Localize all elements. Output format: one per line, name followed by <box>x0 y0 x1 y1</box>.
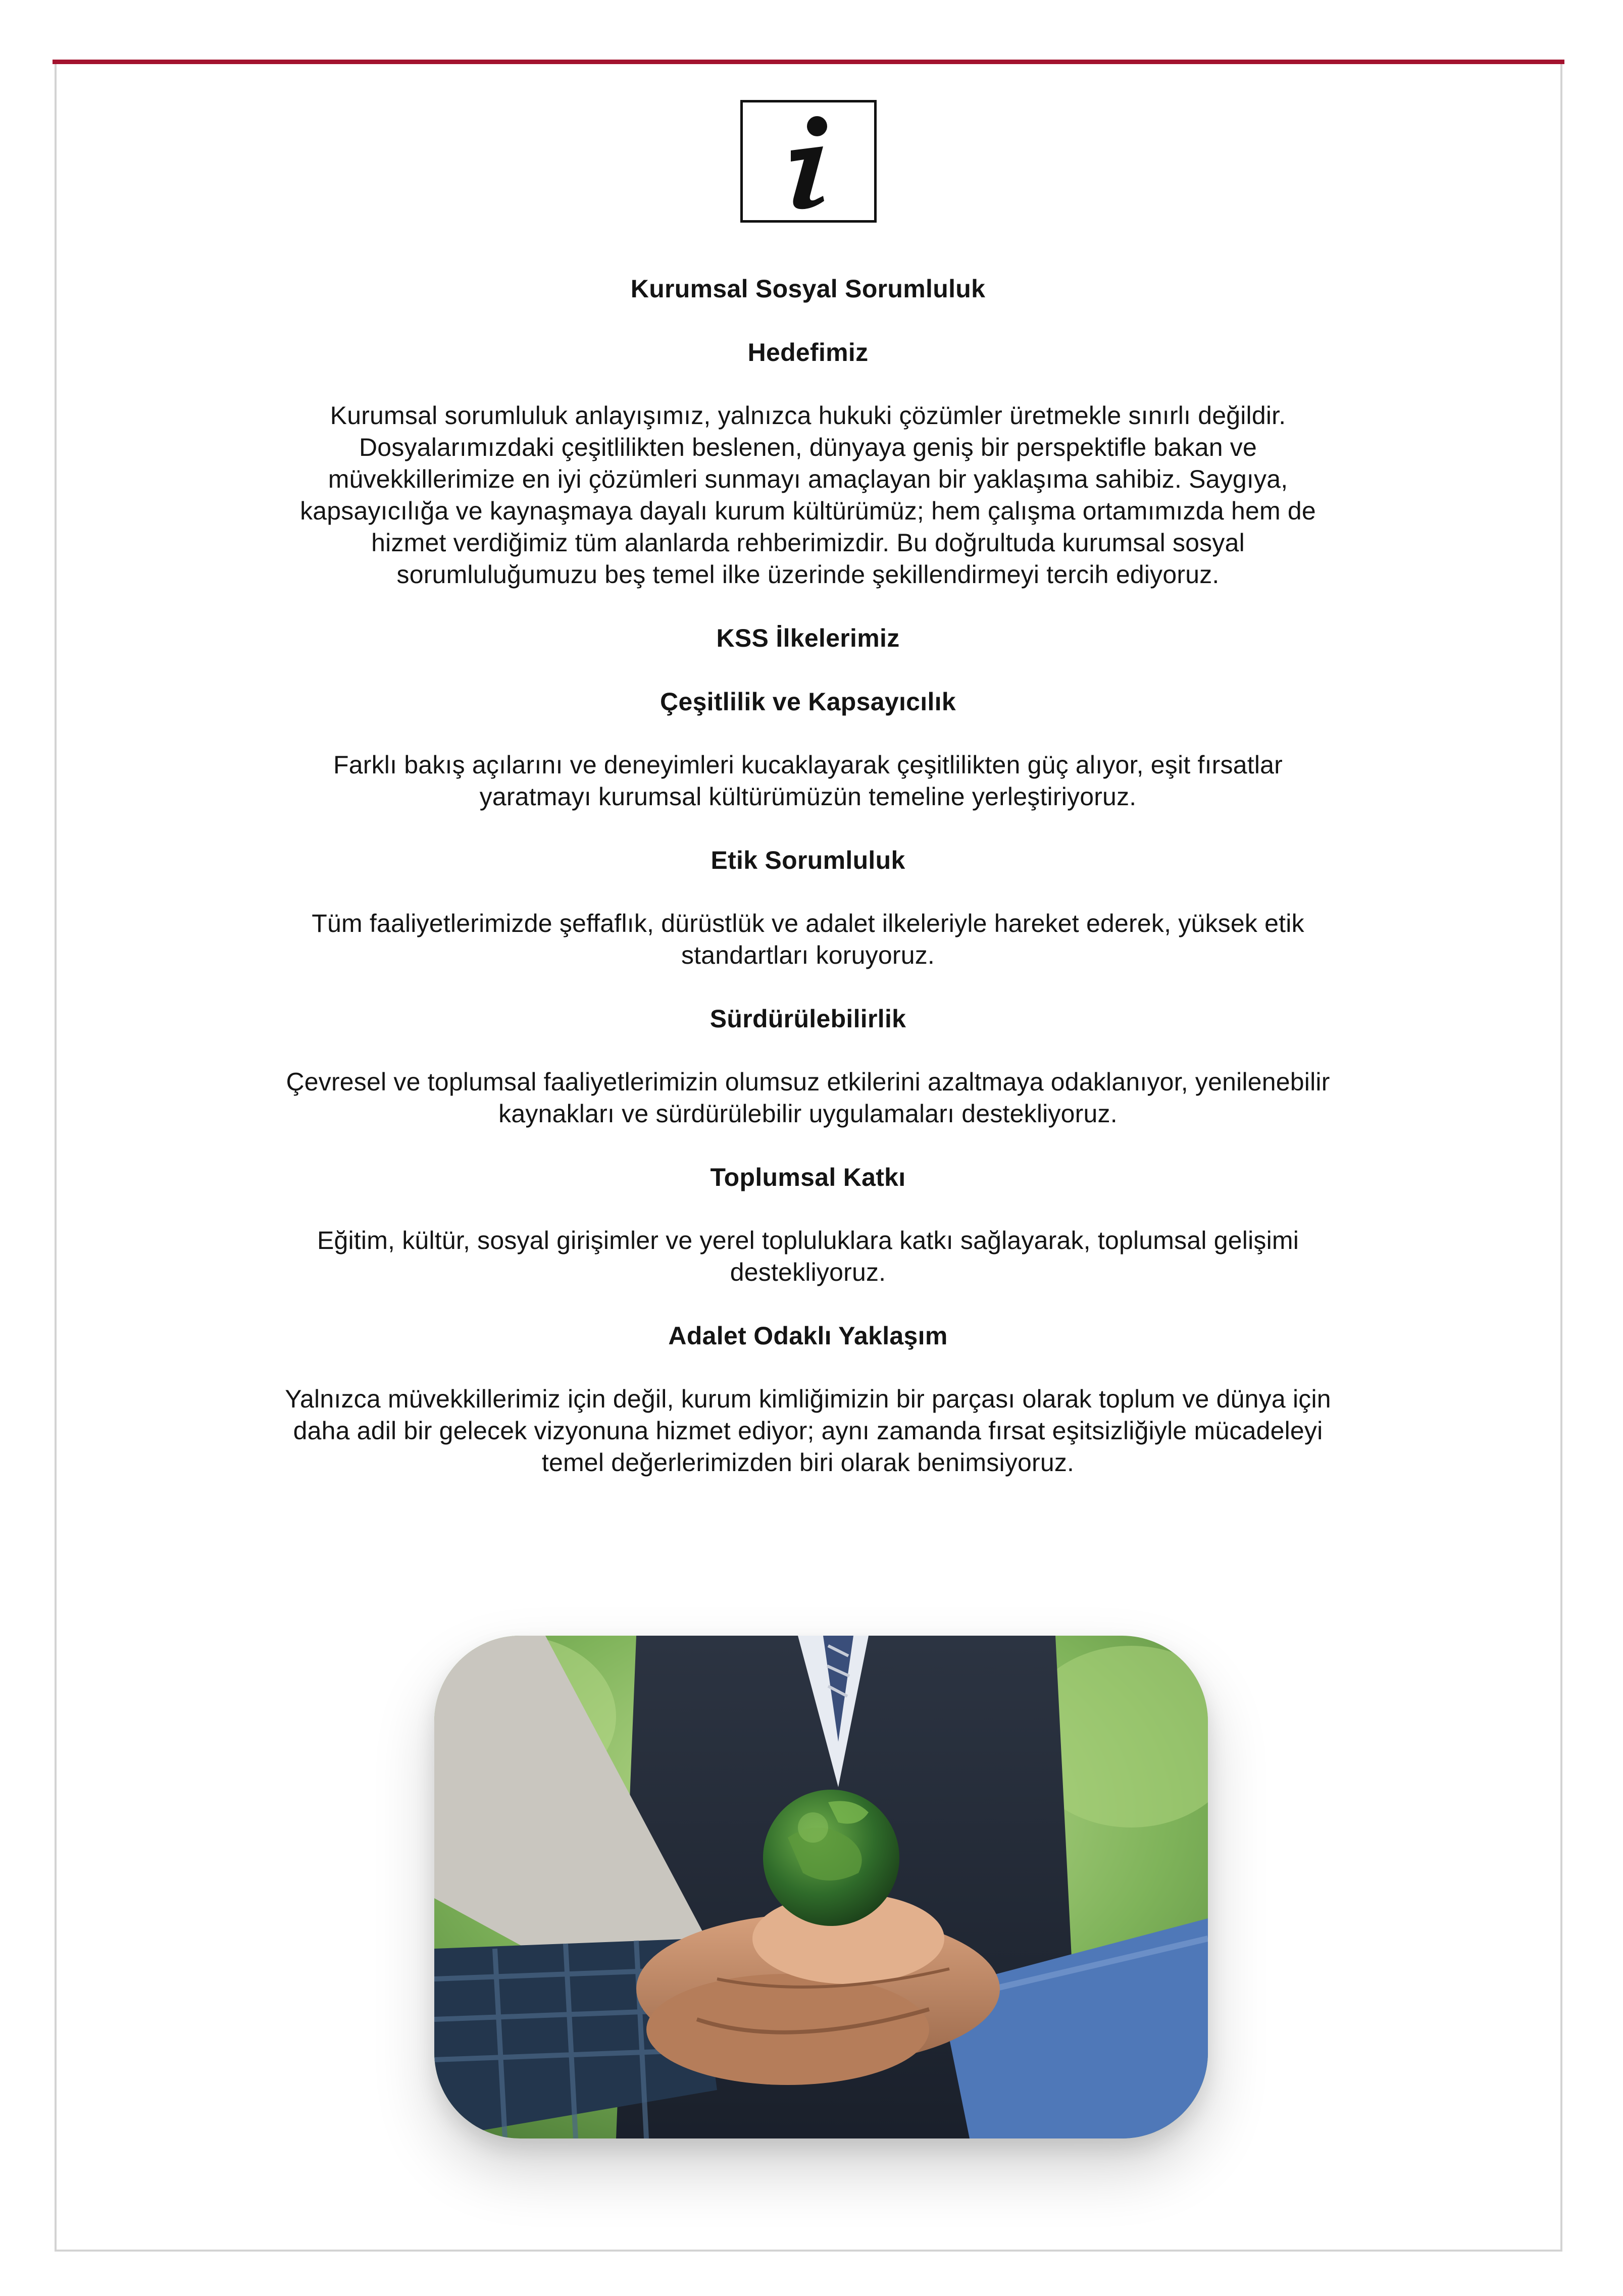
info-icon <box>740 100 877 223</box>
hands-holding-globe-photo <box>434 1636 1208 2138</box>
principle-title: Etik Sorumluluk <box>711 846 905 874</box>
top-accent-rule <box>53 60 1564 64</box>
principle-title: Toplumsal Katkı <box>710 1163 906 1191</box>
principle-title: Çeşitlilik ve Kapsayıcılık <box>660 688 956 716</box>
principle-text: Tüm faaliyetlerimizde şeffaflık, dürüstlük ve adalet ilkeleriyle hareket ederek, yüksek etik standartları koruyoruz. <box>312 909 1304 969</box>
principle-title: Adalet Odaklı Yaklaşım <box>668 1322 948 1350</box>
principle-text: Yalnızca müvekkillerimiz için değil, kurum kimliğimizin bir parçası olarak toplum ve dünya için daha adil bir gelecek vizyonuna hizmet ediyor; aynı zamanda fırsat eşitsizliğiyle mücadeleyi temel değerlerimizden biri olarak benimsiyoruz. <box>285 1385 1331 1477</box>
principle-text: Eğitim, kültür, sosyal girişimler ve yerel topluluklara katkı sağlayarak, toplumsal gelişimi destekliyoruz. <box>317 1226 1299 1286</box>
main-content <box>283 273 1333 1479</box>
principle-title: Sürdürülebilirlik <box>709 1005 906 1033</box>
principle-text: Çevresel ve toplumsal faaliyetlerimizin olumsuz etkilerini azaltmaya odaklanıyor, yenilenebilir kaynakları ve sürdürülebilir uygulamaları destekliyoruz. <box>286 1068 1330 1128</box>
principle-text: Farklı bakış açılarını ve deneyimleri kucaklayarak çeşitlilikten güç alıyor, eşit fırsatlar yaratmayı kurumsal kültürümüzün temeline yerleştiriyoruz. <box>333 751 1283 811</box>
goal-heading: Hedefimiz <box>747 338 869 367</box>
principles-heading: KSS İlkelerimiz <box>716 624 900 652</box>
goal-paragraph: Kurumsal sorumluluk anlayışımız, yalnızca hukuki çözümler üretmekle sınırlı değildir. Dosyalarımızdaki çeşitlilikten beslenen, dünyaya geniş bir perspektifle bakan ve müvekkillerimize en iyi çözümleri sunmayı amaçlayan bir yaklaşıma sahibiz. Saygıya, kapsayıcılığa ve kaynaşmaya dayalı kurum kültürümüz; hem çalışma ortamımızda hem de hizmet verdiğimiz tüm alanlarda rehberimizdir. Bu doğrultuda kurumsal sosyal sorumluluğumuzu beş temel ilke üzerinde şekillendirmeyi tercih ediyoruz. <box>300 401 1316 589</box>
page-title: Kurumsal Sosyal Sorumluluk <box>630 275 986 303</box>
